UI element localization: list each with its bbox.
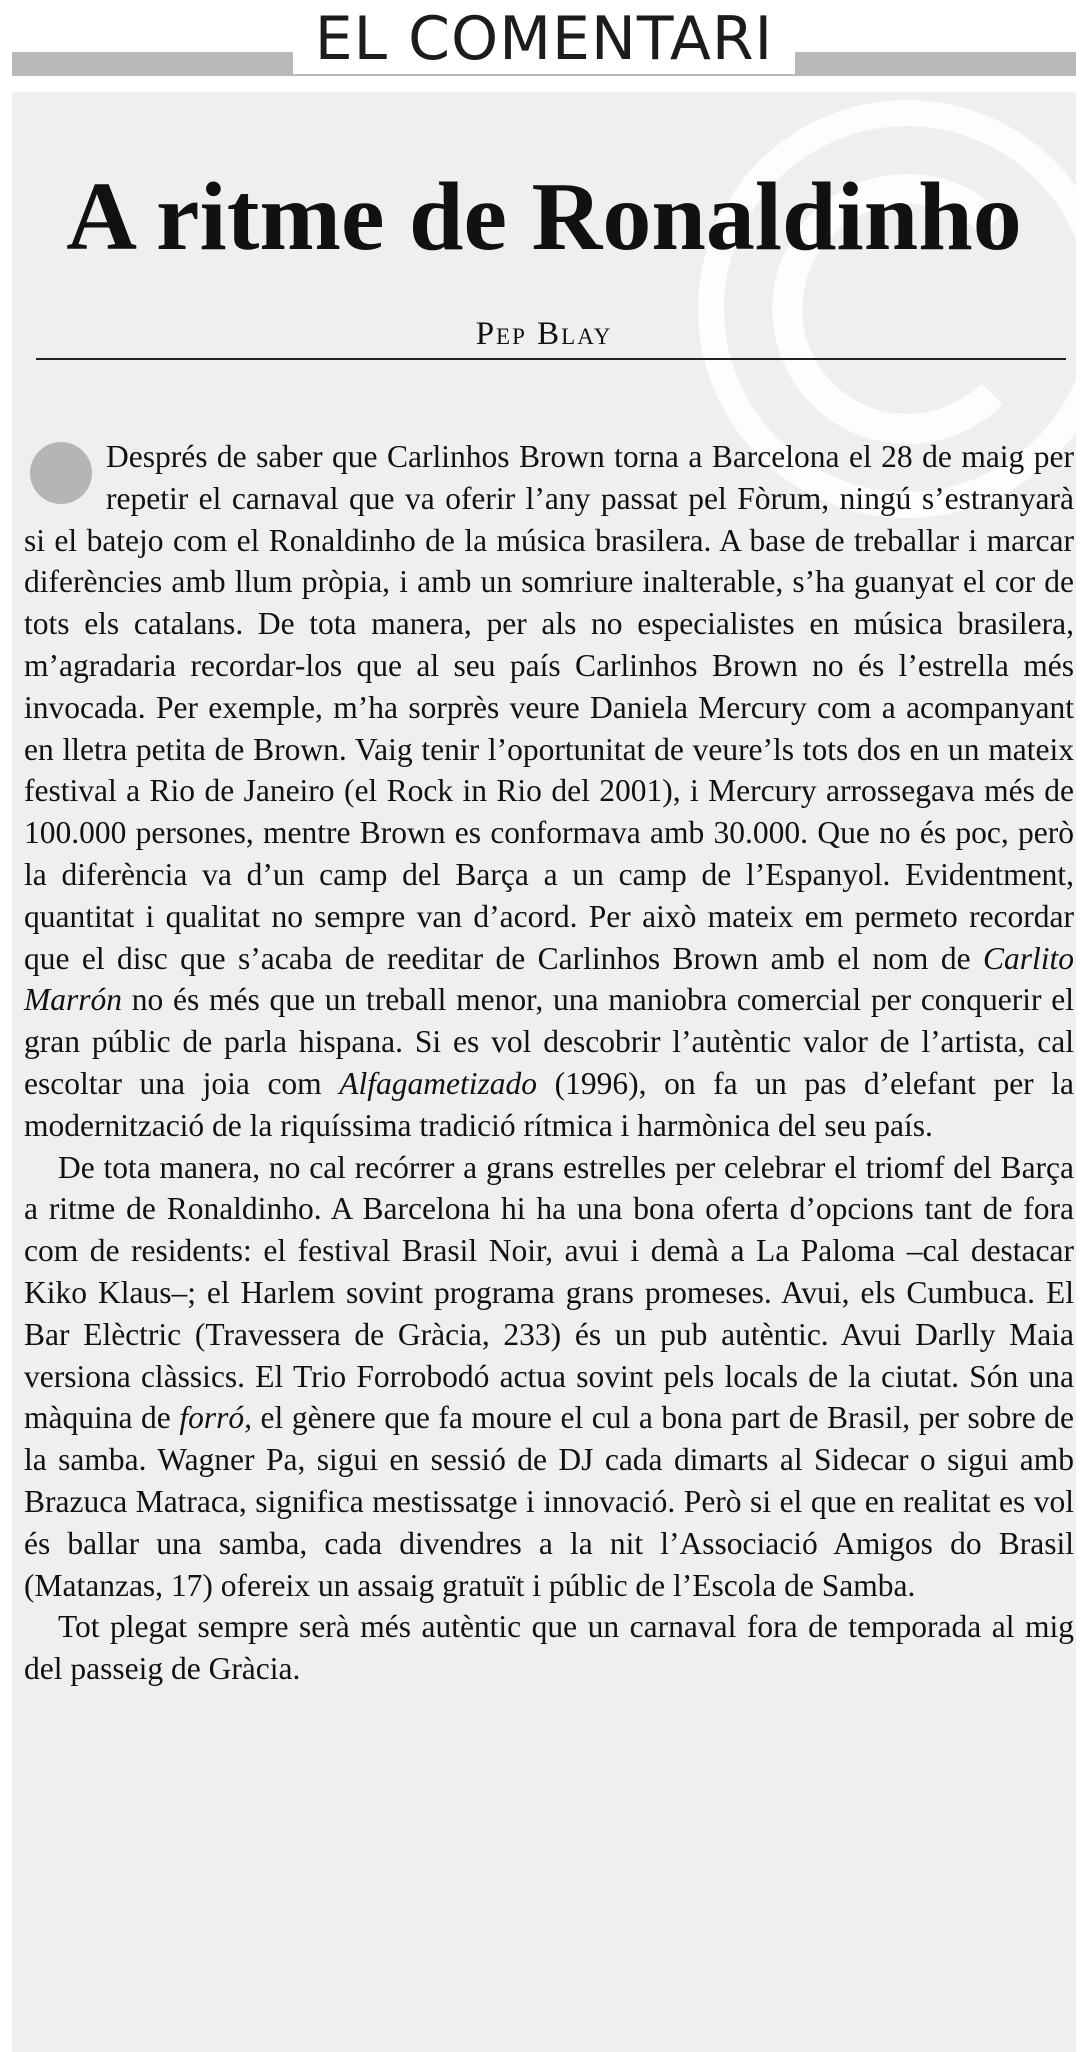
gray-bullet-icon [30, 442, 92, 504]
paragraph-text: (1996), on fa un pas d’elefant per la modernització de la riquíssima tradició rítmica i harmònica del seu país. [24, 1065, 1074, 1143]
byline-rule [36, 358, 1066, 360]
section-title [0, 6, 1088, 72]
paragraph-text: De tota manera, no cal recórrer a grans estrelles per celebrar el triomf del Barça a ritme de Ronaldinho. A Barcelona hi ha una bona oferta d’opcions tant de fora com de residents: el festival Brasil Noir, avui i demà a La Paloma –cal destacar Kiko Klaus–; el Harlem sovint programa grans promeses. Avui, els Cumbuca. El Bar Elèctric (Travessera de Gràcia, 233) és un pub autèntic. Avui Darlly Maia versiona clàssics. El Trio Forrobodó actua sovint pels locals de la ciutat. Són una màquina de [24, 1149, 1074, 1436]
article-body [24, 436, 1074, 1690]
paragraph-text: no és més que un treball menor, una maniobra comercial per conquerir el gran públic de parla hispana. Si es vol descobrir l’autèntic valor de l’artista, cal escoltar una joia com [24, 982, 1074, 1101]
paragraph-text: Tot plegat sempre serà més autèntic que un carnaval fora de temporada al mig del passeig de Gràcia. [24, 1609, 1074, 1687]
article-headline: A ritme de Ronaldinho [66, 163, 1022, 271]
article-byline: Pep Blay [475, 316, 613, 352]
italic-title: forró, [179, 1400, 252, 1436]
section-header [0, 0, 1088, 80]
article-paragraph [24, 1147, 1074, 1607]
article-paragraph [24, 1606, 1074, 1690]
paragraph-text: el gènere que fa moure el cul a bona part de Brasil, per sobre de la samba. Wagner Pa, sigui en sessió de DJ cada dimarts al Sidecar o sigui amb Brazuca Matraca, significa mestissatge i innovació. Però si el que en realitat es vol és ballar una samba, cada divendres a la nit l’Associació Amigos do Brasil (Matanzas, 17) ofereix un assaig gratuït i públic de l’Escola de Samba. [24, 1400, 1074, 1603]
italic-title: Alfagametizado [339, 1065, 538, 1101]
section-title-text: EL COMENTARI [293, 4, 796, 74]
italic-title: Carlito Marrón [24, 940, 1074, 1018]
article-panel [12, 92, 1076, 2052]
article-paragraph [24, 436, 1074, 1147]
paragraph-text: Després de saber que Carlinhos Brown torna a Barcelona el 28 de maig per repetir el carnaval que va oferir l’any passat pel Fòrum, ningú s’estranyarà si el batejo com el Ronaldinho de la música brasilera. A base de treballar i marcar diferències amb llum pròpia, i amb un somriure inalterable, s’ha guanyat el cor de tots els catalans. De tota manera, per als no especialistes en música brasilera, m’agradaria recordar-los que al seu país Carlinhos Brown no és l’estrella més invocada. Per exemple, m’ha sorprès veure Daniela Mercury com a acompanyant en lletra petita de Brown. Vaig tenir l’oportunitat de veure’ls tots dos en un mateix festival a Rio de Janeiro (el Rock in Rio del 2001), i Mercury arrossegava més de 100.000 persones, mentre Brown es conformava amb 30.000. Que no és poc, però la diferència va d’un camp del Barça a un camp de l’Espanyol. Evidentment, quantitat i qualitat no sempre van d’acord. Per això mateix em permeto recordar que el disc que s’acaba de reeditar de Carlinhos Brown amb el nom de [24, 439, 1074, 976]
